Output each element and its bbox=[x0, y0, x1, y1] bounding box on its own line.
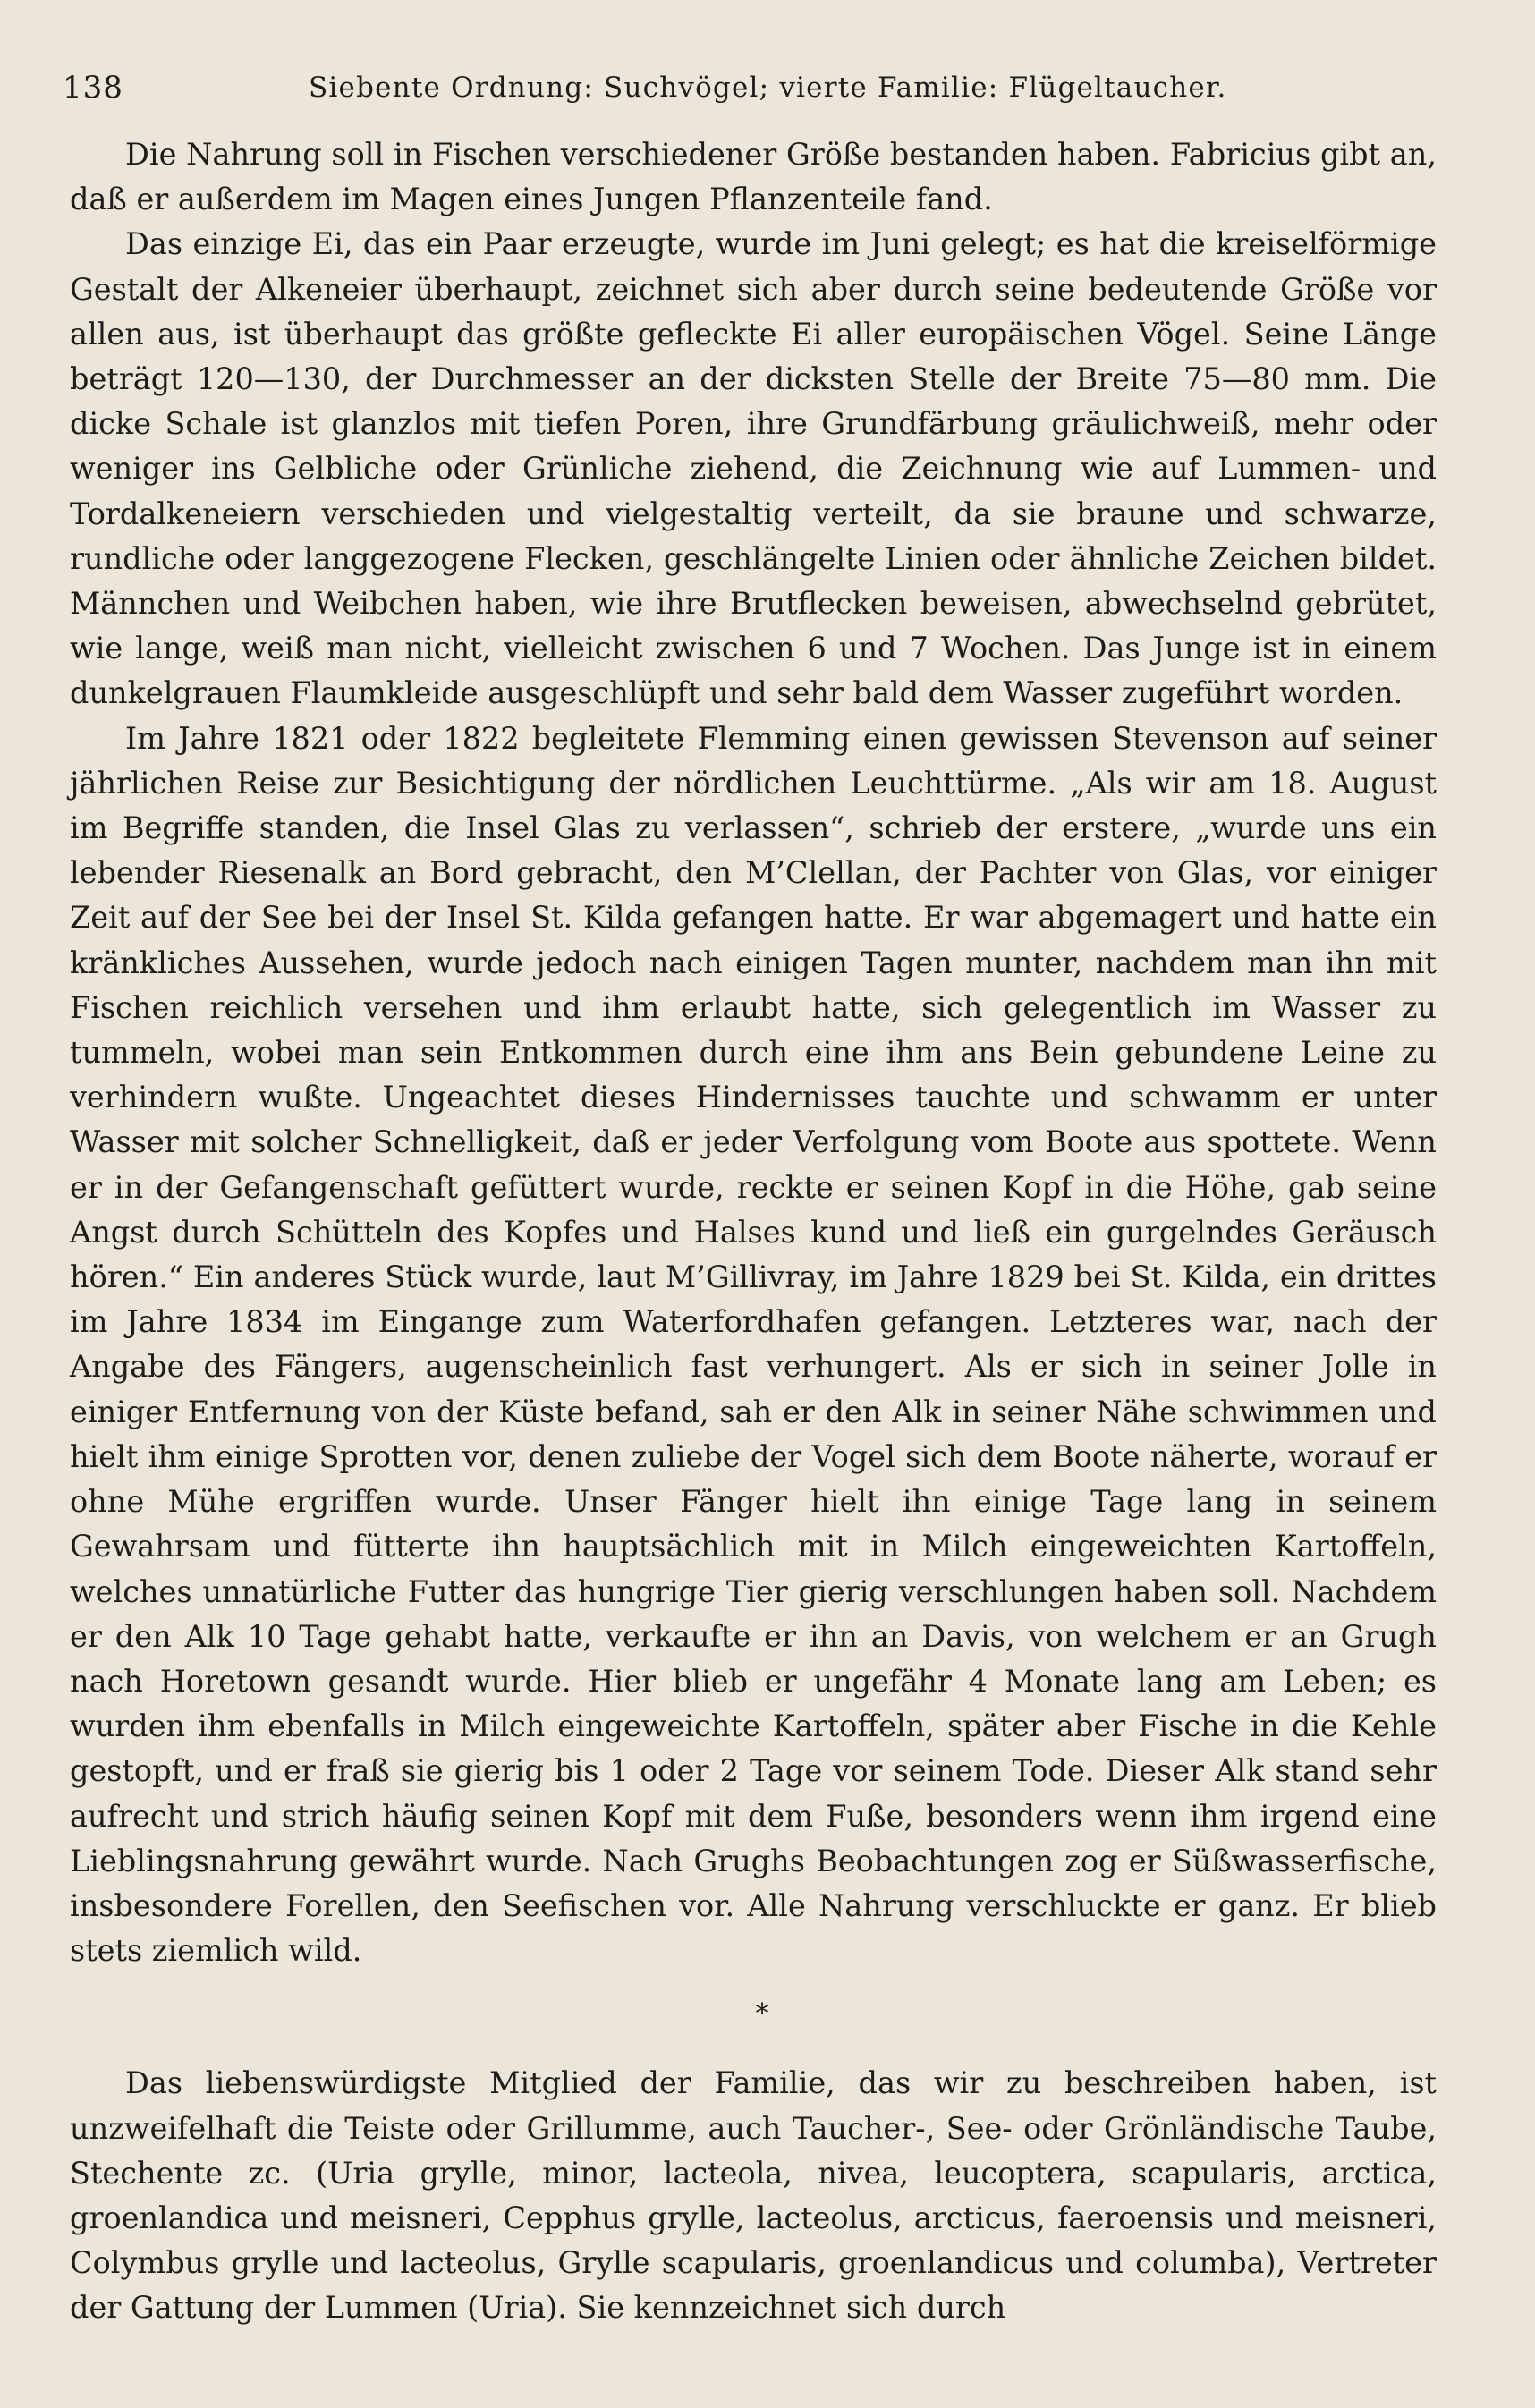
paragraph-food: Die Nahrung soll in Fischen verschiedener Größe bestanden haben. Fabricius gibt an, daß er außerdem im Magen eines Jungen Pflanzenteile fand. bbox=[70, 137, 1437, 217]
body-text bbox=[70, 132, 1437, 2331]
paragraph-captive-birds: Im Jahre 1821 oder 1822 begleitete Flemming einen gewissen Stevenson auf seiner jährlichen Reise zur Besichtigung der nördlichen Leuchttürme. „Als wir am 18. August im Begriffe standen, die Insel Glas zu verlassen“, schrieb der erstere, „wurde uns ein lebender Riesenalk an Bord gebracht, den M’Clellan, der Pachter von Glas, vor einiger Zeit auf der See bei der Insel St. Kilda gefangen hatte. Er war abgemagert und hatte ein kränkliches Aussehen, wurde jedoch nach einigen Tagen munter, nachdem man ihn mit Fischen reichlich versehen und ihm erlaubt hatte, sich gelegentlich im Wasser zu tummeln, wobei man sein Entkommen durch eine ihm ans Bein gebundene Leine zu verhindern wußte. Ungeachtet dieses Hindernisses tauchte und schwamm er unter Wasser mit solcher Schnelligkeit, daß er jeder Verfolgung vom Boote aus spottete. Wenn er in der Gefangenschaft gefüttert wurde, reckte er seinen Kopf in die Höhe, gab seine Angst durch Schütteln des Kopfes und Halses kund und ließ ein gurgelndes Geräusch hören.“ Ein anderes Stück wurde, laut M’Gillivray, im Jahre 1829 bei St. Kilda, ein drittes im Jahre 1834 im Eingange zum Waterfordhafen gefangen. Letzteres war, nach der Angabe des Fängers, augenscheinlich fast verhungert. Als er sich in seiner Jolle in einiger Entfernung von der Küste befand, sah er den Alk in seiner Nähe schwimmen und hielt ihm einige Sprotten vor, denen zuliebe der Vogel sich dem Boote näherte, worauf er ohne Mühe ergriffen wurde. Unser Fänger hielt ihn einige Tage lang in seinem Gewahrsam und fütterte ihn hauptsächlich mit in Milch eingeweichten Kartoffeln, welches unnatürliche Futter das hungrige Tier gierig verschlungen haben soll. Nachdem er den Alk 10 Tage gehabt hatte, verkaufte er ihn an Davis, von welchem er an Grugh nach Horetown gesandt wurde. Hier blieb er ungefähr 4 Monate lang am Leben; es wurden ihm ebenfalls in Milch eingeweichte Kartoffeln, später aber Fische in die Kehle gestopft, und er fraß sie gierig bis 1 oder 2 Tage vor seinem Tode. Dieser Alk stand sehr aufrecht und strich häufig seinen Kopf mit dem Fuße, besonders wenn ihm irgend eine Lieblingsnahrung gewährt wurde. Nach Grughs Beobachtungen zog er Süßwasserfische, insbesondere Forellen, den Seefischen vor. Alle Nahrung verschluckte er ganz. Er blieb stets ziemlich wild. bbox=[70, 720, 1437, 1969]
paragraph-egg: Das einzige Ei, das ein Paar erzeugte, wurde im Juni gelegt; es hat die kreiselförmige Gestalt der Alkeneier überhaupt, zeichnet sich aber durch seine bedeutende Größe vor allen aus, ist überhaupt das größte gefleckte Ei aller europäischen Vögel. Seine Länge beträgt 120—130, der Durchmesser an der dicksten Stelle der Breite 75—80 mm. Die dicke Schale ist glanzlos mit tiefen Poren, ihre Grundfärbung gräulichweiß, mehr oder weniger ins Gelbliche oder Grünliche ziehend, die Zeichnung wie auf Lummen- und Tordalkeneiern verschieden und vielgestaltig verteilt, da sie braune und schwarze, rundliche oder langgezogene Flecken, geschlängelte Linien oder ähnliche Zeichen bildet. Männchen und Weibchen haben, wie ihre Brutflecken beweisen, abwechselnd gebrütet, wie lange, weiß man nicht, vielleicht zwischen 6 und 7 Wochen. Das Junge ist in einem dunkelgrauen Flaumkleide ausgeschlüpft und sehr bald dem Wasser zugeführt worden. bbox=[70, 226, 1437, 711]
paragraph-teiste: Das liebenswürdigste Mitglied der Familie, das wir zu beschreiben haben, ist unzweifelhaft die Teiste oder Grillumme, auch Taucher-, See- oder Grönländische Taube, Stechente zc. (Uria grylle, minor, lacteola, nivea, leucoptera, scapularis, arctica, groenlandica und meisneri, Cepphus grylle, lacteolus, arcticus, faeroensis und meisneri, Colymbus grylle und lacteolus, Grylle scapularis, groenlandicus und columba), Vertreter der Gattung der Lummen (Uria). Sie kennzeichnet sich durch bbox=[70, 2065, 1437, 2326]
running-title: Siebente Ordnung: Suchvögel; vierte Familie: Flügeltaucher. bbox=[309, 72, 1227, 104]
page-number: 138 bbox=[63, 70, 123, 106]
section-separator: * bbox=[755, 1998, 769, 2031]
page-header bbox=[63, 70, 1440, 114]
